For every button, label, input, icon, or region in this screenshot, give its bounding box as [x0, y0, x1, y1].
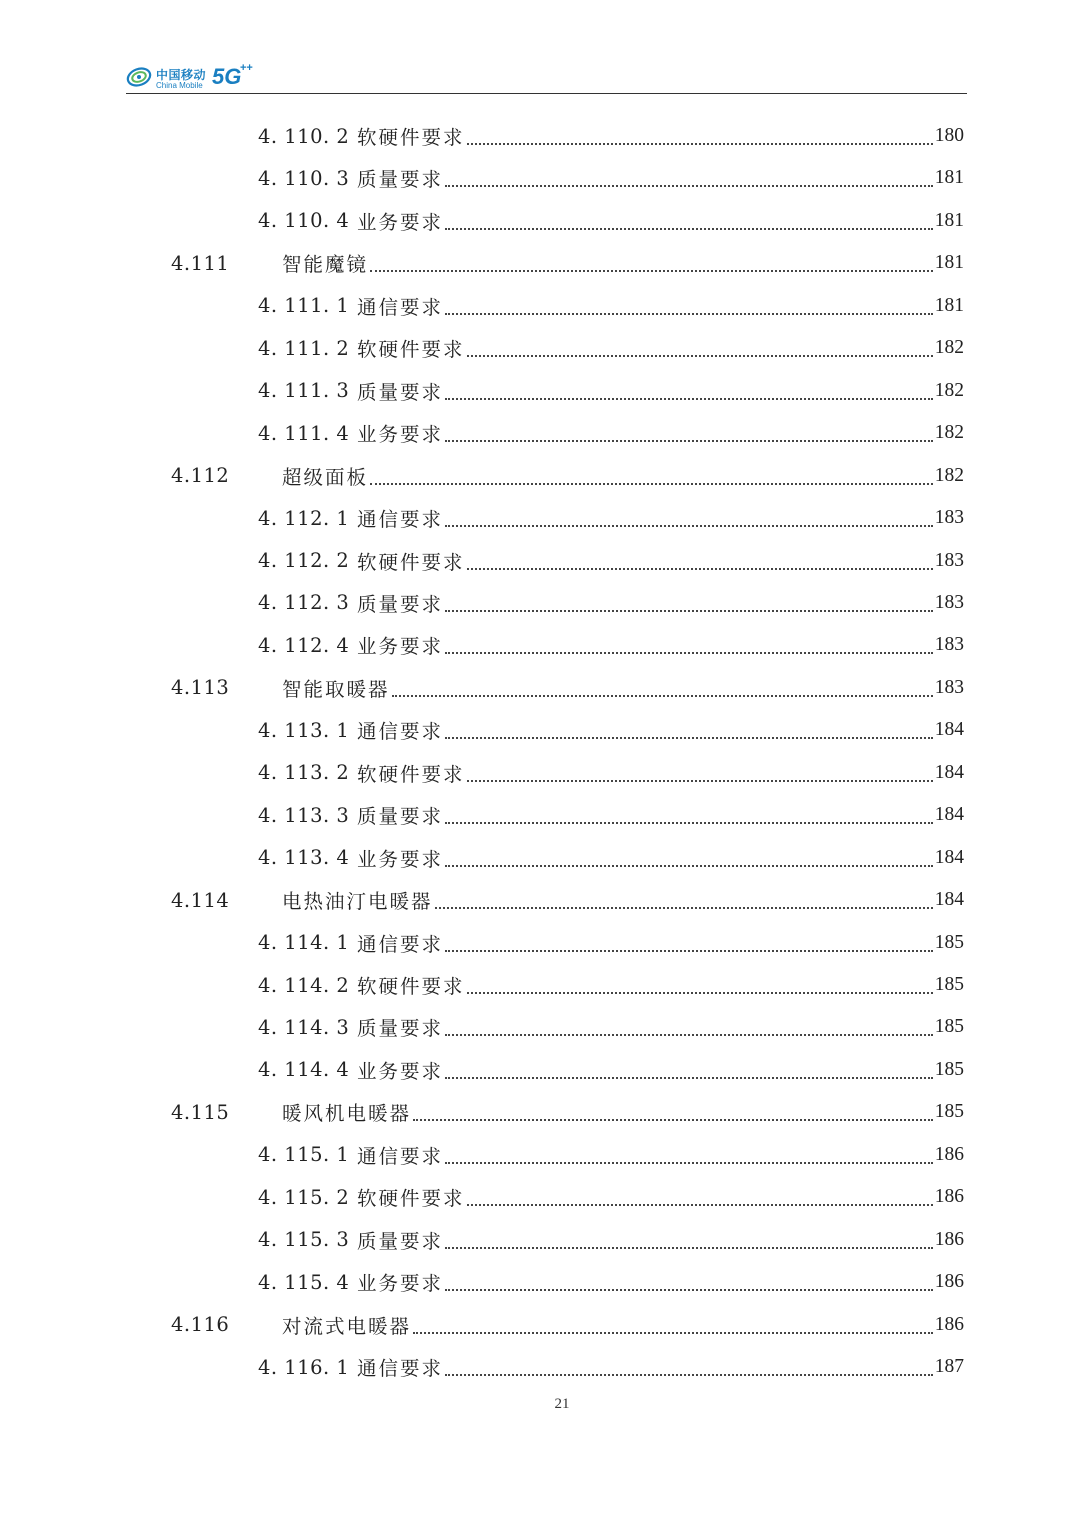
toc-entry-number: 4. 112. 2	[258, 549, 350, 572]
toc-entry-page: 181	[934, 209, 964, 231]
toc-entry-number: 4. 111. 4	[258, 421, 350, 445]
toc-entry-title: 暖风机电暖器	[282, 1102, 412, 1126]
toc-entry[interactable]	[258, 158, 964, 198]
toc-entry-page: 182	[934, 464, 964, 486]
toc-entry-page: 185	[934, 1101, 964, 1123]
toc-entry-number: 4. 113. 4	[258, 846, 350, 870]
toc-entry-page: 184	[934, 846, 964, 868]
toc-entry-page: 186	[934, 1186, 964, 1208]
toc-dot-leader	[445, 525, 933, 527]
toc-dot-leader	[392, 695, 933, 697]
toc-entry-number: 4. 111. 3	[258, 379, 350, 403]
toc-entry-page: 182	[934, 337, 964, 359]
logo-chinese-text: 中国移动	[156, 68, 207, 82]
toc-entry-number: 4. 112. 4	[258, 633, 350, 657]
toc-dot-leader	[445, 313, 933, 315]
toc-entry-page: 186	[934, 1143, 964, 1165]
toc-entry[interactable]	[258, 1007, 964, 1047]
toc-entry-page: 186	[934, 1313, 964, 1335]
toc-entry-page: 187	[934, 1356, 964, 1378]
logo-5g-mark: 5G	[212, 64, 242, 89]
toc-entry[interactable]	[258, 1262, 964, 1302]
logo-english-text: China Mobile	[156, 81, 203, 90]
toc-entry-title: 智能取暖器	[282, 677, 390, 701]
toc-entry[interactable]	[258, 371, 964, 411]
toc-entry[interactable]	[171, 456, 964, 496]
toc-dot-leader	[467, 1204, 933, 1206]
toc-entry-page: 185	[934, 931, 964, 953]
toc-entry-page: 183	[934, 634, 964, 656]
toc-dot-leader	[445, 822, 933, 824]
toc-entry-number: 4. 112. 3	[258, 591, 350, 615]
toc-dot-leader	[370, 483, 933, 485]
toc-entry[interactable]	[258, 541, 964, 581]
toc-entry-number: 4. 113. 2	[258, 761, 350, 785]
toc-dot-leader	[445, 652, 933, 654]
toc-entry-title: 软硬件要求	[357, 762, 465, 786]
toc-entry[interactable]	[258, 498, 964, 538]
toc-entry[interactable]	[258, 965, 964, 1005]
toc-entry-title: 软硬件要求	[357, 338, 465, 362]
toc-entry[interactable]	[171, 1305, 964, 1345]
toc-entry-number: 4.112	[171, 464, 230, 488]
toc-entry-number: 4. 115. 3	[258, 1228, 350, 1252]
toc-entry-page: 184	[934, 719, 964, 741]
toc-entry-number: 4.115	[171, 1100, 230, 1124]
toc-entry-page: 186	[934, 1228, 964, 1250]
toc-entry-page: 184	[934, 804, 964, 826]
toc-entry-title: 软硬件要求	[357, 1187, 465, 1211]
toc-entry-number: 4. 113. 3	[258, 803, 350, 827]
toc-entry-number: 4.116	[171, 1313, 230, 1337]
toc-dot-leader	[413, 1332, 933, 1334]
page-number: 21	[554, 1396, 570, 1412]
toc-entry-number: 4. 115. 2	[258, 1185, 350, 1209]
toc-dot-leader	[435, 907, 933, 909]
toc-dot-leader	[467, 143, 933, 145]
header-divider	[126, 93, 967, 94]
toc-entry-page: 183	[934, 507, 964, 529]
toc-entry-title: 对流式电暖器	[282, 1314, 412, 1338]
toc-entry-page: 181	[934, 167, 964, 189]
toc-entry-title: 通信要求	[357, 932, 444, 956]
toc-entry-number: 4.111	[171, 251, 230, 275]
toc-entry[interactable]	[258, 1177, 964, 1217]
toc-entry[interactable]	[171, 1092, 964, 1132]
toc-entry-title: 业务要求	[357, 847, 444, 871]
toc-entry[interactable]	[258, 413, 964, 453]
toc-entry-number: 4. 115. 4	[258, 1270, 350, 1294]
toc-entry-number: 4.113	[171, 676, 230, 700]
toc-dot-leader	[445, 398, 933, 400]
toc-entry-page: 183	[934, 676, 964, 698]
toc-dot-leader	[445, 1162, 933, 1164]
china-mobile-logo	[126, 62, 266, 94]
toc-dot-leader	[445, 865, 933, 867]
toc-entry[interactable]	[258, 116, 964, 156]
toc-dot-leader	[467, 992, 933, 994]
toc-entry-title: 质量要求	[357, 1017, 444, 1041]
toc-entry[interactable]	[258, 625, 964, 665]
toc-entry[interactable]	[258, 201, 964, 241]
page-header	[126, 58, 966, 94]
toc-dot-leader	[445, 1289, 933, 1291]
toc-entry[interactable]	[258, 1220, 964, 1260]
toc-entry-page: 186	[934, 1271, 964, 1293]
toc-entry-number: 4. 114. 4	[258, 1058, 350, 1082]
toc-entry-number: 4. 111. 2	[258, 336, 350, 360]
toc-entry-title: 质量要求	[357, 168, 444, 192]
logo-plus-mark: ++	[240, 62, 253, 74]
toc-entry-title: 智能魔镜	[282, 253, 369, 277]
toc-entry-title: 通信要求	[357, 1144, 444, 1168]
toc-entry-page: 184	[934, 889, 964, 911]
toc-entry-page: 182	[934, 422, 964, 444]
toc-entry[interactable]	[258, 1347, 964, 1387]
toc-entry-title: 软硬件要求	[357, 550, 465, 574]
toc-entry[interactable]	[258, 795, 964, 835]
toc-dot-leader	[467, 780, 933, 782]
toc-entry-title: 质量要求	[357, 805, 444, 829]
toc-entry-title: 通信要求	[357, 720, 444, 744]
toc-entry-page: 183	[934, 591, 964, 613]
toc-entry[interactable]	[258, 753, 964, 793]
toc-entry-number: 4. 116. 1	[258, 1355, 350, 1379]
toc-dot-leader	[370, 270, 933, 272]
toc-entry[interactable]	[258, 286, 964, 326]
toc-entry[interactable]	[258, 1050, 964, 1090]
toc-entry-number: 4. 111. 1	[258, 294, 350, 318]
toc-dot-leader	[445, 1374, 933, 1376]
toc-entry-title: 通信要求	[357, 1357, 444, 1381]
toc-entry-title: 业务要求	[357, 1272, 444, 1296]
toc-entry[interactable]	[258, 710, 964, 750]
toc-entry[interactable]	[171, 243, 964, 283]
toc-dot-leader	[445, 228, 933, 230]
toc-entry-number: 4. 112. 1	[258, 506, 350, 530]
toc-entry-title: 电热油汀电暖器	[282, 890, 433, 914]
toc-entry-page: 182	[934, 379, 964, 401]
toc-entry-title: 通信要求	[357, 508, 444, 532]
toc-entry[interactable]	[171, 880, 964, 920]
toc-entry[interactable]	[258, 583, 964, 623]
toc-dot-leader	[445, 737, 933, 739]
toc-entry-title: 质量要求	[357, 1229, 444, 1253]
toc-entry-title: 业务要求	[357, 1059, 444, 1083]
toc-entry[interactable]	[258, 328, 964, 368]
toc-entry-number: 4. 114. 2	[258, 973, 350, 997]
toc-entry-number: 4. 110. 2	[258, 124, 350, 148]
toc-entry-page: 181	[934, 252, 964, 274]
toc-entry-number: 4. 115. 1	[258, 1143, 350, 1167]
toc-entry-title: 软硬件要求	[357, 975, 465, 998]
toc-dot-leader	[445, 1247, 933, 1249]
toc-entry-number: 4. 114. 1	[258, 931, 350, 955]
toc-entry-page: 184	[934, 761, 964, 783]
toc-entry-title: 软硬件要求	[357, 126, 465, 149]
toc-entry[interactable]	[258, 923, 964, 963]
toc-entry-number: 4. 114. 3	[258, 1015, 350, 1039]
china-mobile-swirl-icon	[126, 64, 152, 90]
toc-entry-page: 180	[934, 125, 964, 146]
toc-dot-leader	[445, 610, 933, 612]
toc-entry-page: 185	[934, 1016, 964, 1038]
toc-entry-number: 4. 110. 4	[258, 209, 350, 233]
toc-entry-title: 超级面板	[282, 465, 369, 489]
toc-entry-page: 183	[934, 549, 964, 571]
toc-entry-title: 业务要求	[357, 635, 444, 659]
toc-entry[interactable]	[258, 838, 964, 878]
toc-dot-leader	[445, 440, 933, 442]
toc-entry[interactable]	[171, 668, 964, 708]
toc-entry-number: 4.114	[171, 888, 230, 912]
toc-dot-leader	[467, 568, 933, 570]
toc-entry-title: 质量要求	[357, 380, 444, 404]
toc-entry-number: 4. 110. 3	[258, 166, 350, 190]
toc-entry-page: 185	[934, 974, 964, 995]
toc-dot-leader	[445, 950, 933, 952]
toc-entry-title: 业务要求	[357, 210, 444, 234]
toc-entry[interactable]	[258, 1135, 964, 1175]
toc-dot-leader	[445, 1034, 933, 1036]
toc-dot-leader	[467, 355, 933, 357]
toc-dot-leader	[413, 1119, 933, 1121]
toc-entry-page: 185	[934, 1058, 964, 1080]
toc-entry-title: 质量要求	[357, 592, 444, 616]
toc-entry-number: 4. 113. 1	[258, 718, 350, 742]
toc-entry-page: 181	[934, 294, 964, 316]
toc-entry-title: 业务要求	[357, 423, 444, 447]
toc-dot-leader	[445, 185, 933, 187]
toc-entry-title: 通信要求	[357, 295, 444, 319]
toc-dot-leader	[445, 1077, 933, 1079]
